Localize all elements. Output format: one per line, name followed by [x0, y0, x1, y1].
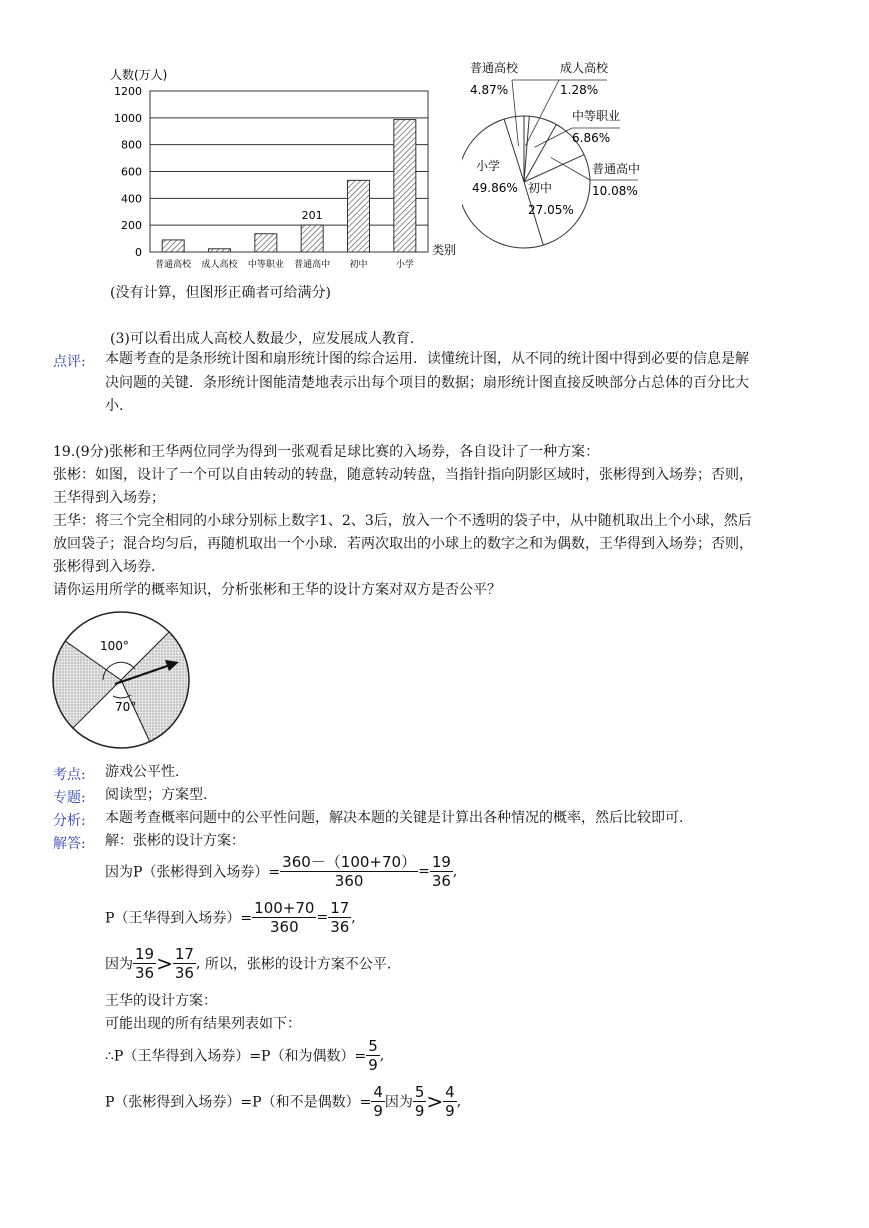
comment-line-1: 本题考查的是条形统计图和扇形统计图的综合运用．读懂统计图，从不同的统计图中得到必要的信息是解: [105, 351, 749, 367]
denominator: 360: [334, 872, 364, 890]
zhuanti-tag: 专题:: [53, 790, 86, 806]
numerator: 5: [414, 1083, 425, 1101]
comma: ,: [379, 1047, 385, 1064]
y-tick-label: 400: [121, 192, 142, 206]
pie-label: 成人高校: [560, 61, 609, 75]
x-tick-label: 普通高校: [155, 260, 192, 270]
bar: [255, 234, 277, 252]
greater-than: >: [426, 1089, 444, 1114]
pie-value-label: 6.86%: [572, 131, 611, 145]
q19-line-2: 张彬：如图，设计了一个可以自由转动的转盘，随意转动转盘，当指针指向阴影区域时，张彬得到入场券；否则，: [53, 467, 753, 483]
numerator: 5: [368, 1037, 378, 1055]
step-3: [105, 945, 391, 982]
step-2-prefix: P（王华得到入场券）=: [105, 910, 253, 927]
bar: [348, 180, 370, 252]
numerator: 360－（100+70）: [282, 853, 417, 871]
angle-label-100: 100°: [100, 639, 129, 653]
comma: ,: [351, 909, 356, 926]
step-5: 可能出现的所有结果列表如下：: [105, 1016, 301, 1032]
step-4: 王华的设计方案：: [105, 993, 217, 1009]
fenxi-tag: 分析:: [53, 813, 86, 829]
pie-value-label: 10.08%: [592, 184, 638, 198]
denominator: 36: [174, 964, 194, 982]
y-tick-label: 1200: [114, 85, 142, 98]
numerator: 100+70: [254, 899, 315, 917]
x-tick-label: 成人高校: [201, 260, 238, 270]
bar: [209, 249, 231, 252]
pie-value-label: 49.86%: [472, 181, 518, 195]
fraction: [252, 899, 316, 936]
step-3-conclusion: 所以，张彬的设计方案不公平.: [204, 956, 392, 973]
step-7-because: 因为: [384, 1094, 413, 1111]
denominator: 360: [269, 918, 299, 936]
equals: =: [316, 909, 329, 926]
y-axis-label: 人数(万人): [110, 68, 168, 82]
numerator: 4: [445, 1083, 455, 1101]
comment-line-3: 小.: [105, 398, 124, 414]
pie-value-label: 27.05%: [528, 203, 574, 217]
fraction: [430, 853, 453, 890]
kaodian-tag: 考点:: [53, 767, 86, 783]
q19-line-5: 放回袋子；混合均匀后，再随机取出一个小球．若两次取出的小球上的数字之和为偶数，王华得到入场券；否则，: [53, 536, 753, 552]
comment-tag: 点评:: [53, 354, 86, 370]
x-tick-label: 小学: [395, 260, 414, 270]
pie-label: 普通高校: [470, 61, 519, 75]
step-6-prefix: ∴P（王华得到入场券）=P（和为偶数）=: [105, 1048, 367, 1065]
bar: [394, 120, 416, 252]
fenxi-text: 本题考查概率问题中的公平性问题，解决本题的关键是计算出各种情况的概率，然后比较即可.: [105, 810, 684, 826]
numerator: 19: [431, 853, 451, 871]
scoring-note: (没有计算，但图形正确者可给满分): [110, 285, 331, 301]
pie-label: 小学: [476, 159, 501, 173]
denominator: 36: [135, 964, 155, 982]
step-2: [105, 899, 356, 936]
denominator: 9: [445, 1102, 455, 1120]
pie-label: 中等职业: [572, 109, 621, 123]
comma: ,: [456, 1093, 462, 1110]
numerator: 19: [135, 945, 155, 963]
fraction: [173, 945, 196, 982]
y-tick-label: 800: [121, 138, 142, 152]
bar: [301, 225, 323, 252]
q19-line-3: 王华得到入场券；: [53, 490, 165, 506]
jieda-tag: 解答:: [53, 836, 86, 852]
step-6: [105, 1037, 384, 1074]
fraction: [328, 899, 351, 936]
denominator: 9: [373, 1102, 383, 1120]
x-axis-label: 类别: [432, 243, 457, 257]
y-tick-label: 200: [121, 219, 142, 233]
greater-than: >: [156, 951, 173, 976]
x-tick-label: 中等职业: [247, 260, 284, 270]
jieda-text: 解：张彬的设计方案：: [105, 833, 245, 849]
q19-line-1: 19.(9分)张彬和王华两位同学为得到一张观看足球比赛的入场券，各自设计了一种方案：: [53, 444, 600, 460]
y-tick-label: 600: [121, 165, 142, 179]
comment-line-2: 决问题的关键．条形统计图能清楚地表示出每个项目的数据；扇形统计图直接反映部分占总体的百分比大: [105, 375, 749, 391]
step-7-prefix: P（张彬得到入场券）=P（和不是偶数）=: [105, 1094, 372, 1111]
step-1: [105, 853, 457, 890]
x-tick-label: 普通高中: [294, 260, 331, 270]
bar: [162, 240, 184, 252]
data-label: 201: [301, 209, 323, 223]
denominator: 9: [368, 1056, 378, 1074]
q19-line-7: 请你运用所学的概率知识，分析张彬和王华的设计方案对双方是否公平？: [53, 582, 501, 598]
numerator: 4: [373, 1083, 383, 1101]
fraction: [371, 1083, 385, 1120]
angle-label-70: 70°: [115, 700, 137, 714]
denominator: 36: [330, 918, 350, 936]
step-7: [105, 1083, 461, 1120]
pie-label: 普通高中: [592, 162, 641, 176]
equals: =: [418, 863, 430, 880]
pie-value-label: 4.87%: [470, 83, 509, 97]
fraction: [443, 1083, 457, 1120]
numerator: 17: [330, 899, 350, 917]
denominator: 9: [414, 1102, 425, 1120]
pie-label: 初中: [528, 181, 553, 195]
kaodian-text: 游戏公平性.: [105, 764, 180, 780]
pie-chart: [462, 58, 662, 270]
fraction: [280, 853, 418, 890]
q19-line-6: 张彬得到入场券.: [53, 559, 156, 575]
denominator: 36: [431, 872, 451, 890]
answer-3: (3)可以看出成人高校人数最少，应发展成人教育.: [110, 331, 415, 347]
spinner-figure: [50, 608, 195, 753]
numerator: 17: [174, 945, 194, 963]
pie-value-label: 1.28%: [560, 83, 599, 97]
comma: ,: [195, 955, 201, 972]
fraction: [133, 945, 156, 982]
y-tick-label: 0: [135, 246, 142, 259]
x-tick-label: 初中: [349, 260, 368, 270]
y-tick-label: 1000: [114, 111, 142, 125]
zhuanti-text: 阅读型；方案型.: [105, 787, 208, 803]
step-1-prefix: 因为P（张彬得到入场券）=: [105, 864, 281, 881]
fraction: [366, 1037, 380, 1074]
comma: ,: [452, 863, 458, 880]
q19-line-4: 王华：将三个完全相同的小球分别标上数字1、2、3后，放入一个不透明的袋子中，从中随机取出上个小球，然后: [53, 513, 752, 529]
step-3-prefix: 因为: [105, 956, 133, 973]
bar-chart: [100, 62, 470, 277]
fraction: [413, 1083, 427, 1120]
